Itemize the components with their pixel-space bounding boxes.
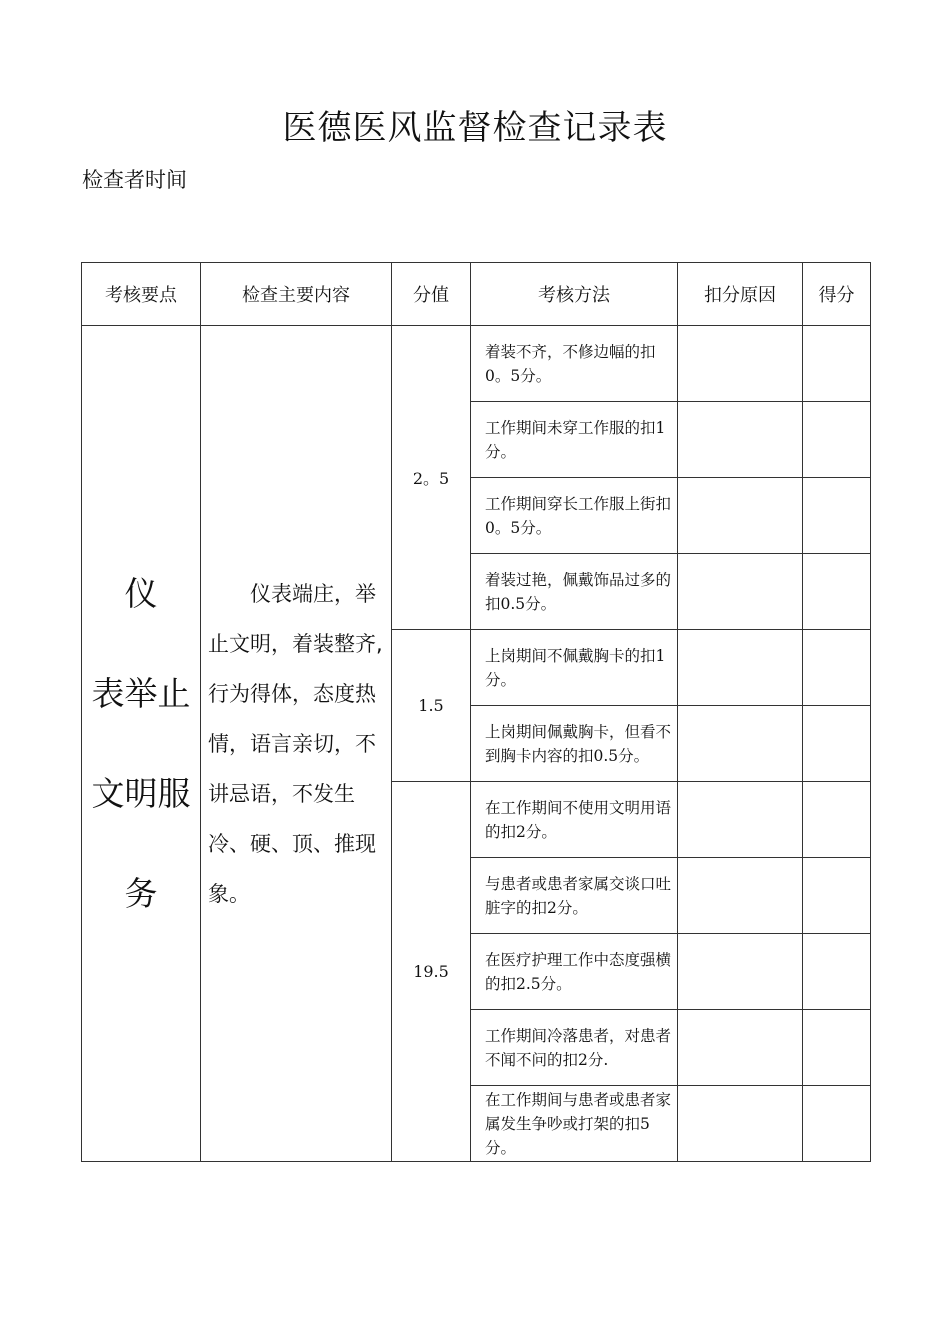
deduction-reason-cell	[678, 782, 803, 858]
points-cell	[803, 858, 871, 934]
check-point-line: 文明服	[91, 773, 191, 813]
score-value-cell: 2。5	[392, 326, 471, 630]
page-title: 医德医风监督检查记录表	[282, 108, 668, 148]
method-cell: 着装过艳，佩戴饰品过多的扣0.5分。	[471, 554, 678, 630]
deduction-reason-cell	[678, 554, 803, 630]
deduction-reason-cell	[678, 402, 803, 478]
check-point-cell	[82, 326, 201, 1162]
method-cell: 与患者或患者家属交谈口吐脏字的扣2分。	[471, 858, 678, 934]
inspection-table	[81, 262, 871, 1162]
points-cell	[803, 934, 871, 1010]
deduction-reason-cell	[678, 326, 803, 402]
points-cell	[803, 402, 871, 478]
deduction-reason-cell	[678, 858, 803, 934]
header-main-content: 检查主要内容	[201, 263, 392, 326]
points-cell	[803, 478, 871, 554]
points-cell	[803, 554, 871, 630]
method-cell: 工作期间冷落患者，对患者不闻不问的扣2分.	[471, 1010, 678, 1086]
method-cell: 工作期间未穿工作服的扣1分。	[471, 402, 678, 478]
score-value-cell: 19.5	[392, 782, 471, 1162]
table-row	[82, 326, 871, 402]
method-cell: 在工作期间与患者或患者家属发生争吵或打架的扣5分。	[471, 1086, 678, 1162]
deduction-reason-cell	[678, 1010, 803, 1086]
check-point-line: 表举止	[91, 673, 191, 713]
deduction-reason-cell	[678, 478, 803, 554]
header-score-value: 分值	[392, 263, 471, 326]
check-point-line: 仪	[124, 573, 158, 613]
deduction-reason-cell	[678, 630, 803, 706]
check-point-line: 务	[124, 873, 158, 913]
points-cell	[803, 326, 871, 402]
score-value-cell: 1.5	[392, 630, 471, 782]
points-cell	[803, 782, 871, 858]
inspector-time-label: 检查者时间	[82, 168, 187, 192]
points-cell	[803, 1010, 871, 1086]
points-cell	[803, 706, 871, 782]
method-cell: 在医疗护理工作中态度强横的扣2.5分。	[471, 934, 678, 1010]
method-cell: 工作期间穿长工作服上街扣0。5分。	[471, 478, 678, 554]
method-cell: 在工作期间不使用文明用语的扣2分。	[471, 782, 678, 858]
method-cell: 上岗期间不佩戴胸卡的扣1分。	[471, 630, 678, 706]
method-cell: 上岗期间佩戴胸卡，但看不到胸卡内容的扣0.5分。	[471, 706, 678, 782]
main-content-cell: 仪表端庄，举止文明，着装整齐,行为得体，态度热情，语言亲切，不讲忌语，不发生冷、硬、顶、推现象。	[201, 326, 392, 1162]
deduction-reason-cell	[678, 934, 803, 1010]
points-cell	[803, 1086, 871, 1162]
method-cell: 着装不齐，不修边幅的扣0。5分。	[471, 326, 678, 402]
header-row	[82, 263, 871, 326]
points-cell	[803, 630, 871, 706]
deduction-reason-cell	[678, 706, 803, 782]
header-points: 得分	[803, 263, 871, 326]
header-check-point: 考核要点	[82, 263, 201, 326]
header-assessment-method: 考核方法	[471, 263, 678, 326]
deduction-reason-cell	[678, 1086, 803, 1162]
header-deduction-reason: 扣分原因	[678, 263, 803, 326]
